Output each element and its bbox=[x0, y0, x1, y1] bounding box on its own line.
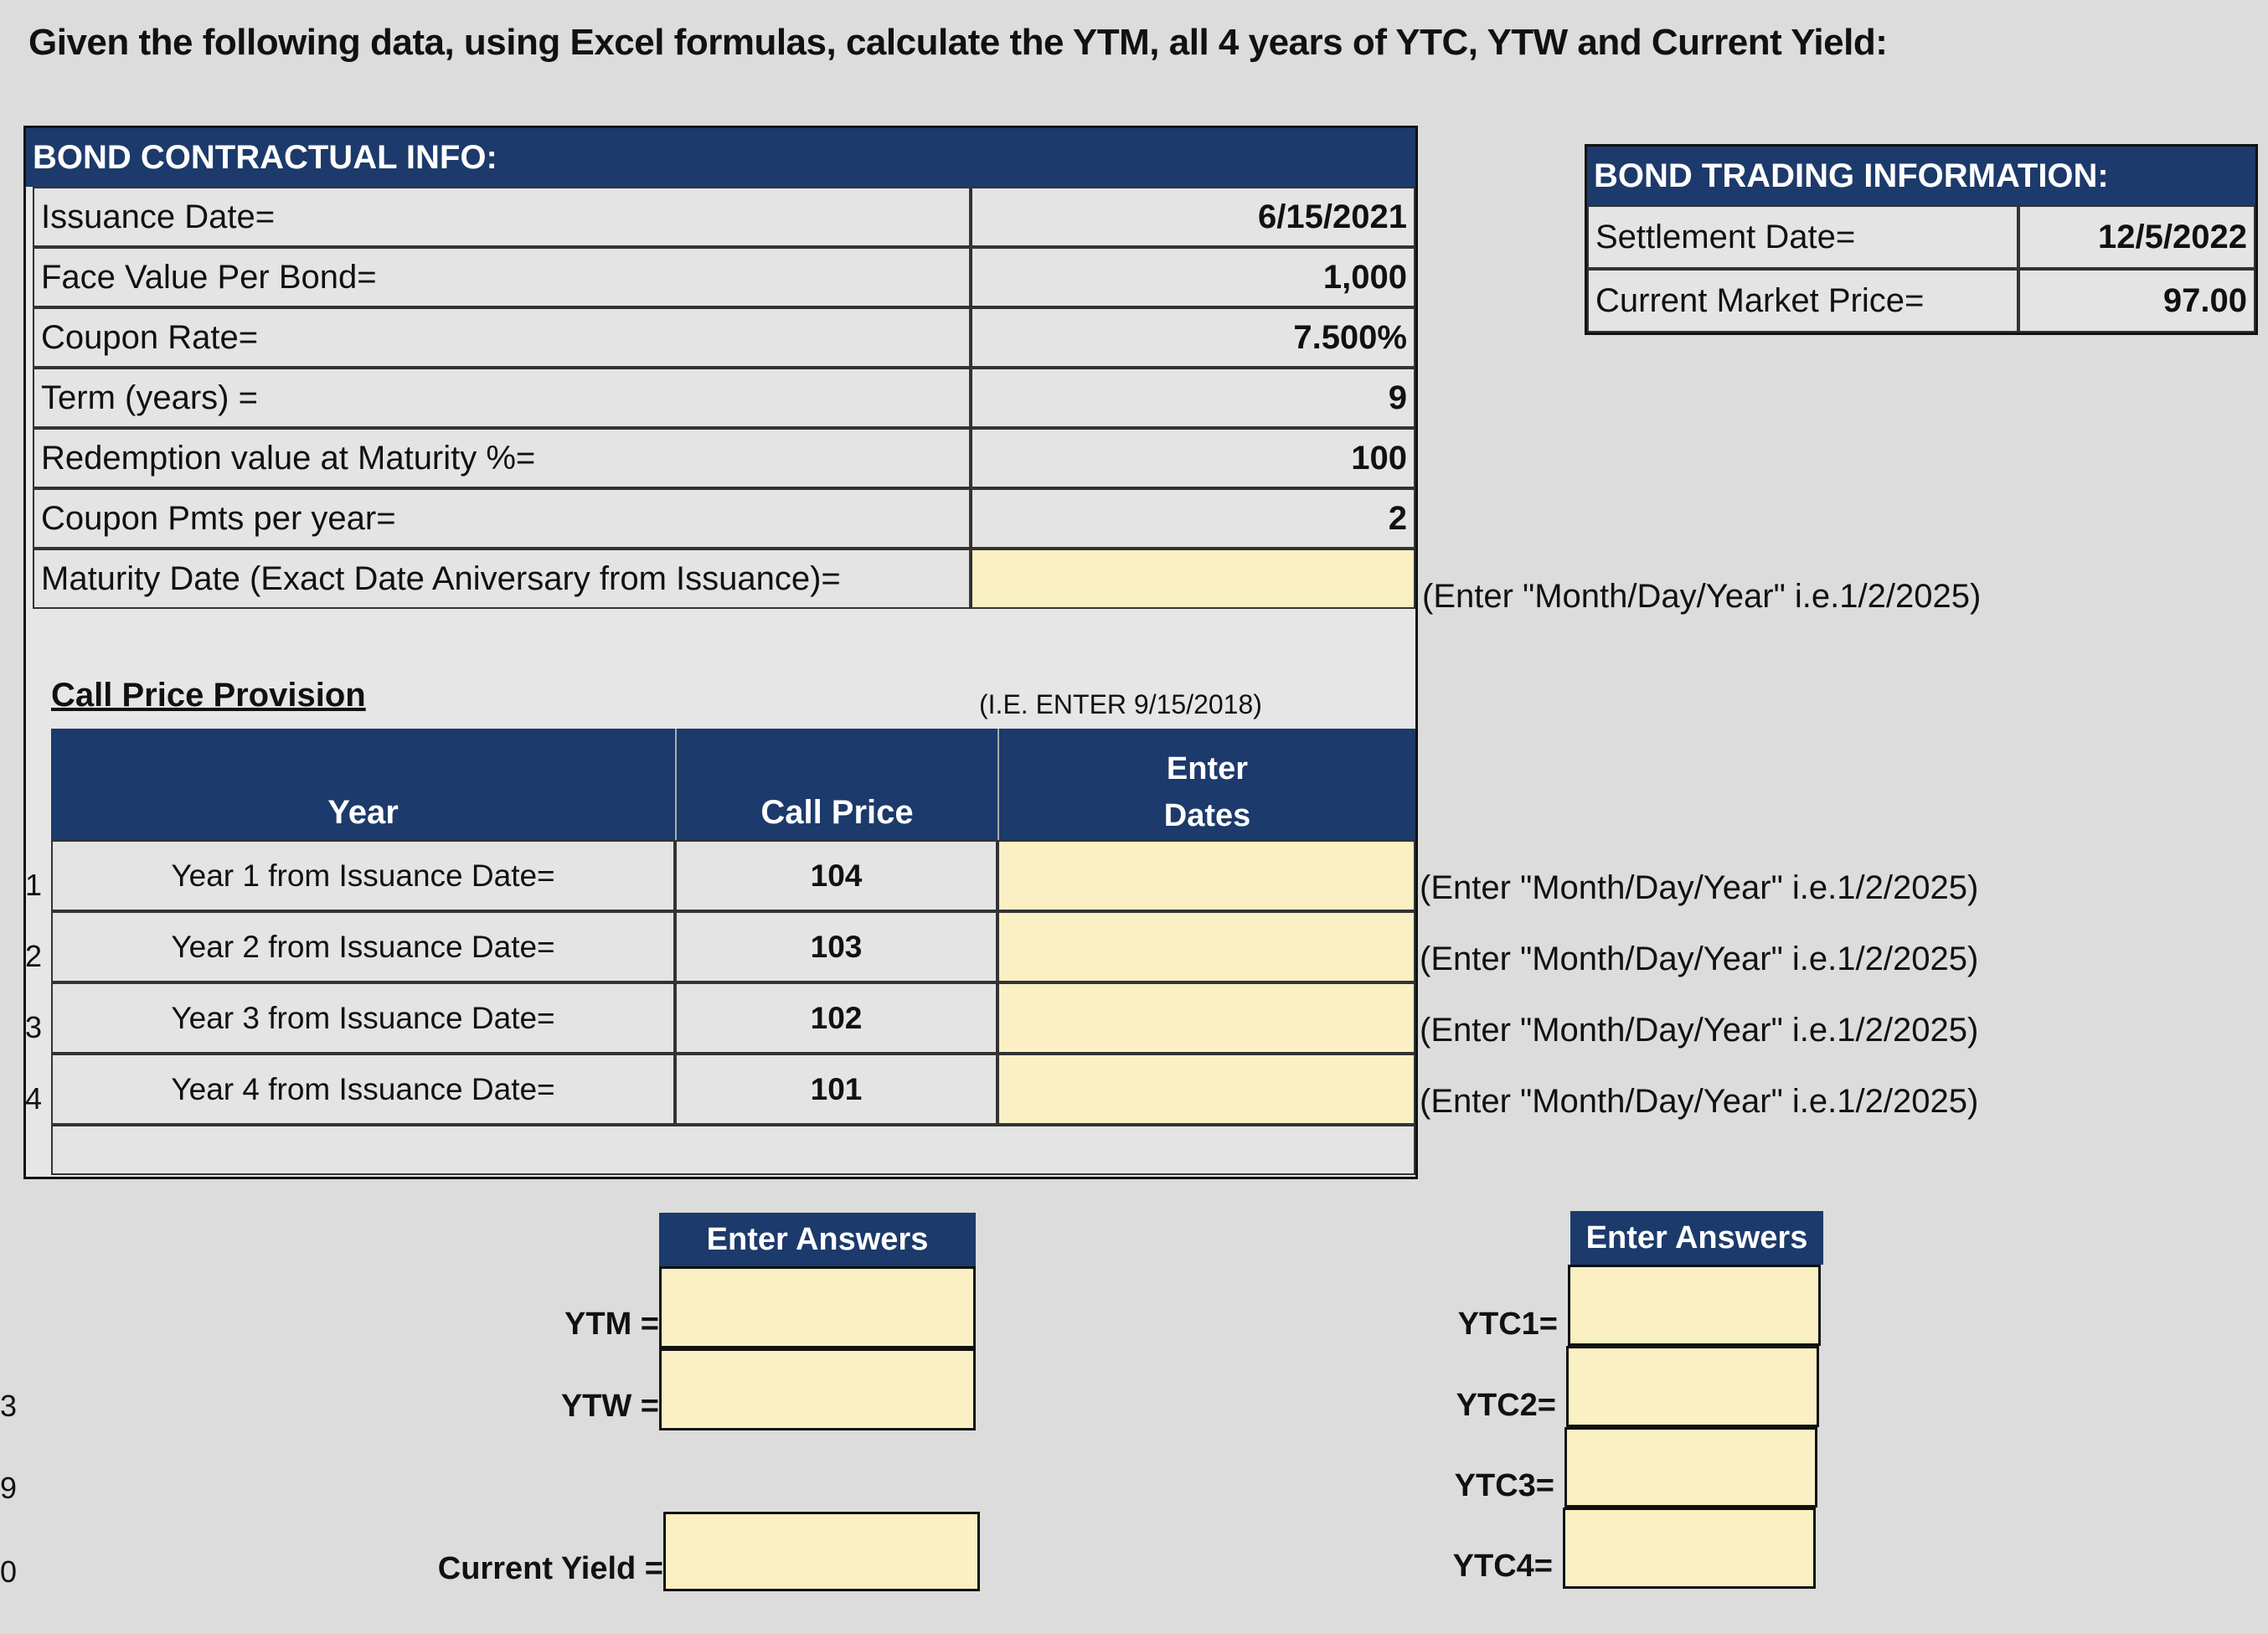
trading-label: Settlement Date= bbox=[1587, 205, 2018, 269]
contract-label: Issuance Date= bbox=[33, 187, 971, 247]
ytm-input[interactable] bbox=[659, 1266, 976, 1348]
enter-dates-line1: Enter bbox=[1166, 751, 1249, 786]
call-date-hint: (Enter "Month/Day/Year" i.e.1/2/2025) bbox=[1420, 941, 1979, 977]
call-provision-title: Call Price Provision bbox=[51, 677, 366, 714]
ytc3-input[interactable] bbox=[1564, 1427, 1817, 1508]
call-table-footer bbox=[51, 1125, 1415, 1175]
contract-table bbox=[23, 126, 1418, 1179]
term-value[interactable]: 9 bbox=[971, 368, 1415, 428]
contract-label: Coupon Rate= bbox=[33, 307, 971, 368]
ytc2-input[interactable] bbox=[1566, 1346, 1819, 1427]
redemption-value[interactable]: 100 bbox=[971, 428, 1415, 488]
row-number: 2 bbox=[25, 939, 43, 973]
current-yield-input[interactable] bbox=[663, 1512, 980, 1591]
row-number: 3 bbox=[25, 1010, 43, 1044]
current-yield-label: Current Yield = bbox=[437, 1551, 663, 1586]
call-date-input-4[interactable] bbox=[997, 1054, 1415, 1125]
ytc1-label: YTC1= bbox=[1457, 1307, 1558, 1342]
face-value[interactable]: 1,000 bbox=[971, 247, 1415, 307]
margin-digit: 0 bbox=[0, 1554, 18, 1589]
call-date-input-2[interactable] bbox=[997, 911, 1415, 982]
ytm-label: YTM = bbox=[564, 1307, 659, 1342]
call-date-input-3[interactable] bbox=[997, 982, 1415, 1054]
trading-label: Current Market Price= bbox=[1587, 269, 2018, 332]
settlement-date-value[interactable]: 12/5/2022 bbox=[2018, 205, 2255, 269]
issuance-date-value[interactable]: 6/15/2021 bbox=[971, 187, 1415, 247]
year-column-header: Year bbox=[51, 729, 675, 840]
ytc3-label: YTC3= bbox=[1454, 1468, 1554, 1503]
contract-label: Redemption value at Maturity %= bbox=[33, 428, 971, 488]
call-price: 101 bbox=[675, 1054, 997, 1125]
coupon-rate-value[interactable]: 7.500% bbox=[971, 307, 1415, 368]
ytc4-label: YTC4= bbox=[1452, 1549, 1553, 1584]
margin-digit: 3 bbox=[0, 1389, 18, 1423]
call-price: 102 bbox=[675, 982, 997, 1054]
ytc2-label: YTC2= bbox=[1456, 1388, 1556, 1423]
call-price-column-header: Call Price bbox=[675, 729, 997, 840]
contract-label: Face Value Per Bond= bbox=[33, 247, 971, 307]
ytc4-input[interactable] bbox=[1563, 1508, 1816, 1589]
enter-dates-column-header bbox=[997, 729, 1415, 840]
call-price: 104 bbox=[675, 840, 997, 911]
ytc1-input[interactable] bbox=[1568, 1265, 1821, 1346]
call-year-label: Year 1 from Issuance Date= bbox=[51, 840, 675, 911]
coupon-pmts-value[interactable]: 2 bbox=[971, 488, 1415, 549]
call-year-label: Year 2 from Issuance Date= bbox=[51, 911, 675, 982]
call-year-label: Year 4 from Issuance Date= bbox=[51, 1054, 675, 1125]
call-date-hint: (Enter "Month/Day/Year" i.e.1/2/2025) bbox=[1420, 869, 1979, 906]
maturity-date-input[interactable] bbox=[971, 549, 1415, 609]
call-price: 103 bbox=[675, 911, 997, 982]
margin-digit: 9 bbox=[0, 1471, 18, 1505]
call-date-example: (I.E. ENTER 9/15/2018) bbox=[979, 689, 1262, 719]
enter-dates-line2: Dates bbox=[1163, 798, 1251, 833]
ytw-label: YTW = bbox=[560, 1389, 659, 1424]
call-date-hint: (Enter "Month/Day/Year" i.e.1/2/2025) bbox=[1420, 1083, 1979, 1120]
answers-header-left: Enter Answers bbox=[659, 1213, 976, 1266]
ytw-input[interactable] bbox=[659, 1348, 976, 1430]
contract-label: Coupon Pmts per year= bbox=[33, 488, 971, 549]
call-date-hint: (Enter "Month/Day/Year" i.e.1/2/2025) bbox=[1420, 1012, 1979, 1049]
row-number: 4 bbox=[25, 1081, 43, 1116]
contract-header: BOND CONTRACTUAL INFO: bbox=[26, 128, 1415, 187]
answers-header-right: Enter Answers bbox=[1570, 1211, 1823, 1265]
trading-table bbox=[1585, 144, 2258, 335]
market-price-value[interactable]: 97.00 bbox=[2018, 269, 2255, 332]
call-date-input-1[interactable] bbox=[997, 840, 1415, 911]
contract-label: Term (years) = bbox=[33, 368, 971, 428]
trading-header: BOND TRADING INFORMATION: bbox=[1587, 147, 2255, 205]
contract-label: Maturity Date (Exact Date Aniversary from Issuance)= bbox=[33, 549, 971, 609]
maturity-date-hint: (Enter "Month/Day/Year" i.e.1/2/2025) bbox=[1422, 578, 1982, 615]
call-year-label: Year 3 from Issuance Date= bbox=[51, 982, 675, 1054]
question-text: Given the following data, using Excel formulas, calculate the YTM, all 4 years of YTC, YTW and Current Yield: bbox=[28, 22, 1888, 63]
row-number: 1 bbox=[25, 868, 43, 902]
